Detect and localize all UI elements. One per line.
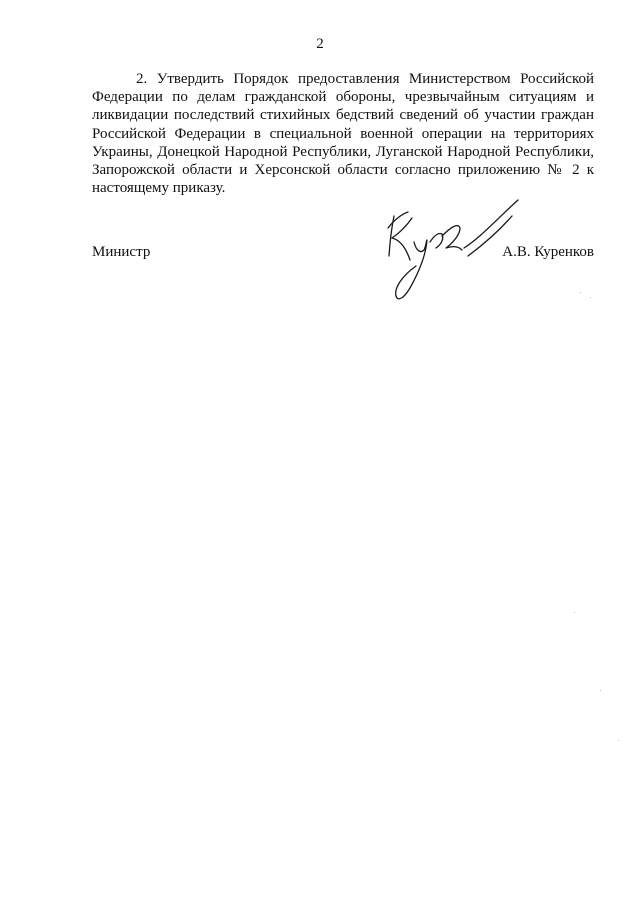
scan-speck bbox=[590, 297, 591, 298]
signatory-name: А.В. Куренков bbox=[502, 244, 594, 260]
body-paragraph: 2. Утвердить Порядок предоставления Министерством Российской Федерации по делам гражданской обороны, чрезвычайным ситуациям и ликвидации последствий стихийных бедствий сведений об участии граждан Российской Федерации в специальной военной операции на территориях Украины, Донецкой Народной Республики, Луганской Народной Республики, Запорожской области и Херсонской области согласно приложению № 2 к настоящему приказу. bbox=[92, 71, 594, 197]
scan-speck bbox=[618, 740, 619, 741]
page-number: 2 bbox=[316, 36, 324, 52]
scan-speck bbox=[600, 690, 601, 691]
handwritten-signature bbox=[372, 198, 532, 308]
scan-speck bbox=[574, 612, 575, 613]
signatory-title: Министр bbox=[92, 244, 151, 260]
scan-speck bbox=[580, 292, 581, 293]
